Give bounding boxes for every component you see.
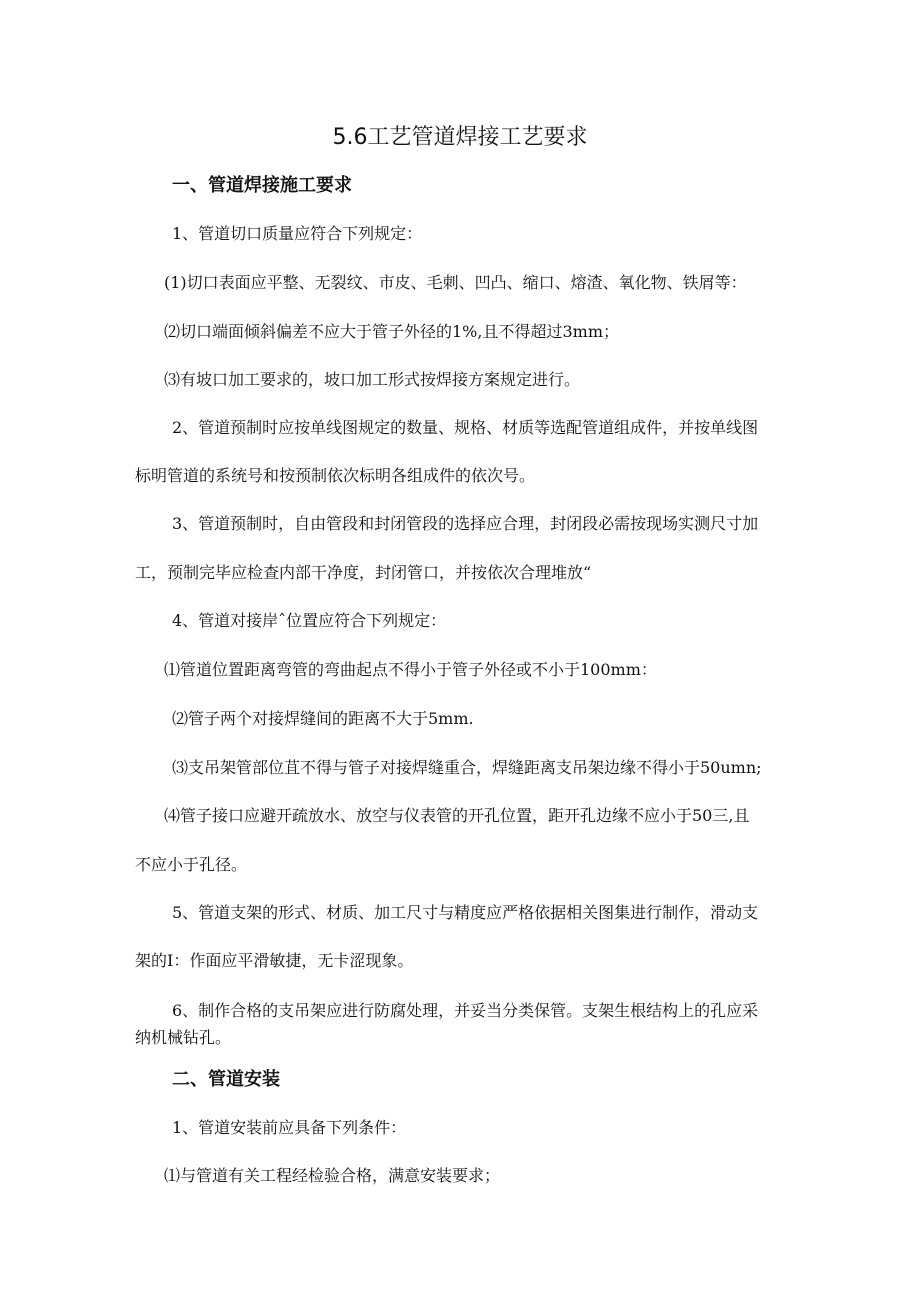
paragraph-2-line-1: 2、管道预制时应按单线图规定的数量、规格、材质等选配管道组成件，并按单线图	[172, 418, 759, 437]
paragraph-5-line-2: 架的I：作面应平滑敏捷，无卡涩现象。	[135, 951, 414, 970]
paragraph-4-item-2: ⑵管子两个对接焊缝间的距离不大于5mm.	[172, 709, 474, 728]
section-heading-1: 一、管道焊接施工要求	[172, 175, 352, 196]
paragraph-6-line-2: 纳机械钻孔。	[135, 1028, 232, 1047]
paragraph-4-item-4-line-1: ⑷管子接口应避开疏放水、放空与仪表管的开孔位置，距开孔边缘不应小于50三,且	[164, 806, 750, 825]
paragraph-5-line-1: 5、管道支架的形式、材质、加工尺寸与精度应严格依据相关图集进行制作，滑动支	[172, 903, 759, 922]
paragraph-3-line-2: 工，预制完毕应检查内部干净度，封闭管口，并按依次合理堆放“	[135, 563, 592, 582]
paragraph-1: 1、管道切口质量应符合下列规定：	[172, 224, 423, 243]
section-heading-2: 二、管道安装	[172, 1069, 280, 1090]
section-2-paragraph-1-item-1: ⑴与管道有关工程经检验合格，满意安装要求；	[164, 1166, 501, 1185]
document-title: 5.6工艺管道焊接工艺要求	[332, 125, 588, 150]
paragraph-1-item-3: ⑶有坡口加工要求的，坡口加工形式按焊接方案规定进行。	[164, 370, 581, 389]
paragraph-1-item-1: (1)切口表面应平整、无裂纹、市皮、毛刺、凹凸、缩口、熔渣、氧化物、铁屑等：	[164, 273, 747, 292]
paragraph-2-line-2: 标明管道的系统号和按预制依次标明各组成件的依次号。	[135, 466, 536, 485]
section-2-paragraph-1: 1、管道安装前应具备下列条件：	[172, 1118, 407, 1137]
paragraph-4-item-3: ⑶支吊架管部位苴不得与管子对接焊缝重合，焊缝距离支吊架边缘不得小于50umn;	[172, 758, 762, 777]
paragraph-3-line-1: 3、管道预制时，自由管段和封闭管段的选择应合理，封闭段必需按现场实测尺寸加	[172, 514, 759, 533]
paragraph-4: 4、管道对接岸ˆ位置应符合下列规定：	[172, 611, 447, 630]
paragraph-6-line-1: 6、制作合格的支吊架应进行防腐处理，并妥当分类保管。支架生根结构上的孔应采	[172, 1001, 759, 1020]
paragraph-1-item-2: ⑵切口端面倾斜偏差不应大于管子外径的1%,且不得超过3mm；	[164, 322, 619, 341]
paragraph-4-item-4-line-2: 不应小于孔径。	[135, 855, 248, 874]
paragraph-4-item-1: ⑴管道位置距离弯管的弯曲起点不得小于管子外径或不小于100mm：	[164, 660, 657, 679]
